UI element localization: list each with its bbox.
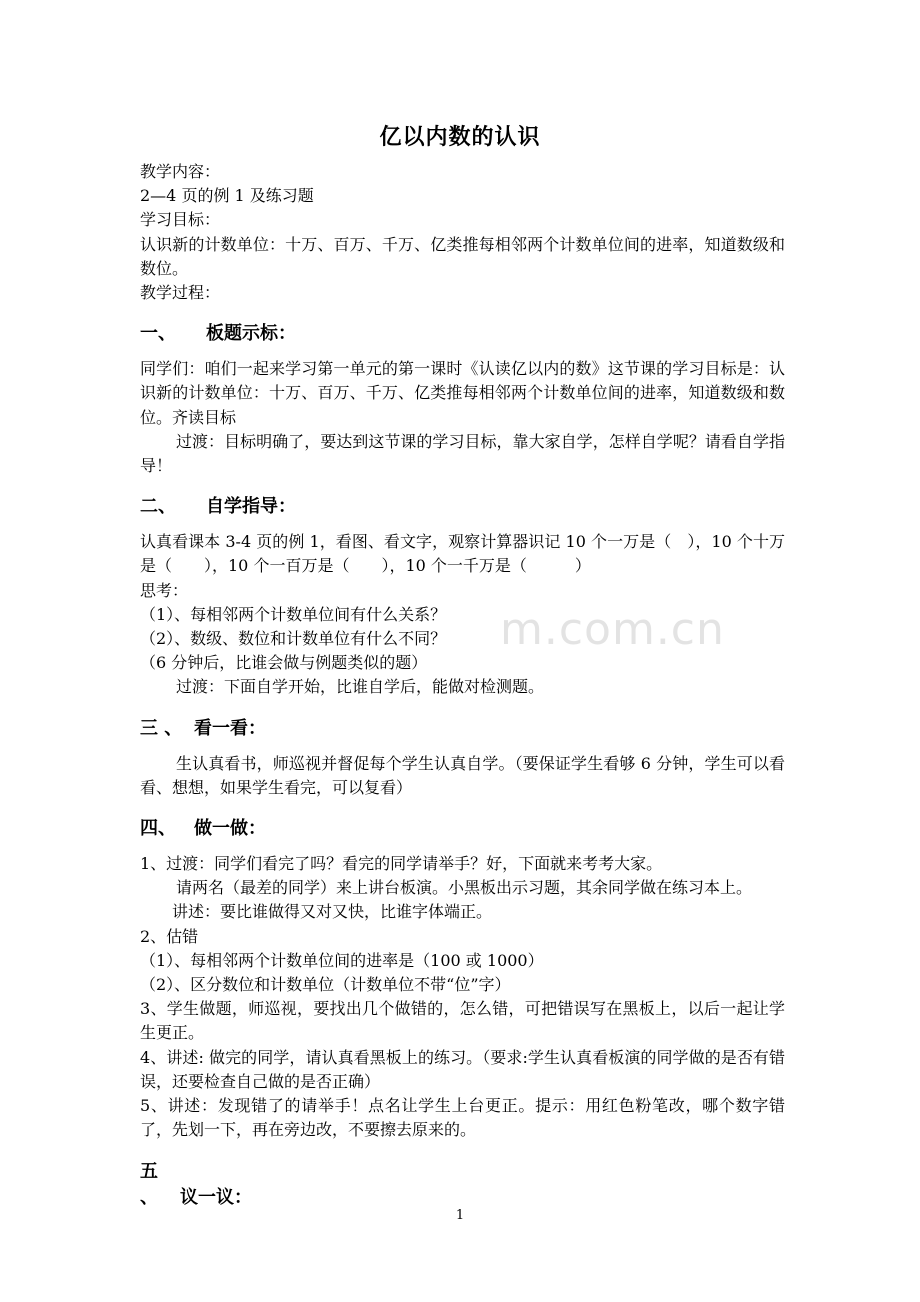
watermark: m.com.cn [500,604,725,655]
paragraph: 过渡：目标明确了，要达到这节课的学习目标，靠大家自学，怎样自学呢？请看自学指导！ [140,431,785,476]
goal-label: 学习目标： [140,210,221,230]
content-label: 教学内容： [140,162,221,181]
paragraph: 认真看课本 3-4 页的例 1，看图、看文字，观察计算器识记 10 个一万是（ ），10 个十万是（ ），10 个一百万是（ ），10 个一千万是（ ） [140,532,785,576]
section-heading-4 [140,816,785,842]
section-number: 二、 [140,496,176,518]
section-heading-1 [140,321,785,347]
paragraph: 5、讲述：发现错了的请举手！点名让学生上台更正。提示：用红色粉笔改，哪个数字错了，先划一下，再在旁边改，不要擦去原来的。 [140,1096,785,1140]
paragraph: 请两名（最差的同学）来上讲台板演。小黑板出示习题，其余同学做在练习本上。 [176,878,753,898]
paragraph: （2）、区分数位和计数单位（计数单位不带“位”字） [140,975,511,995]
section-heading-2 [140,494,785,520]
paragraph: 2、估错 [140,926,199,946]
paragraph: 1、过渡：同学们看完了吗？看完的同学请举手？好，下面就来考考大家。 [140,854,663,874]
section-title: 议一议： [180,1186,252,1208]
paragraph: （1）、每相邻两个计数单位间的进率是（100 或 1000） [140,950,544,970]
paragraph: 过渡：下面自学开始，比谁自学后，能做对检测题。 [176,677,545,697]
section-title: 做一做： [194,818,266,840]
section-title: 看一看： [194,717,266,739]
paragraph: 4、讲述: 做完的同学，请认真看黑板上的练习。（要求:学生认真看板演的同学做的是否有错误，还要检查自己做的是否正确） [140,1047,785,1091]
section-heading-5 [140,1159,785,1211]
paragraph: 讲述：要比谁做得又对又快，比谁字体端正。 [172,902,493,922]
question-2: （2）、数级、数位和计数单位有什么不同？ [140,629,447,649]
section-title: 板题示标： [206,323,296,345]
section-number: 五 、 [140,1160,158,1208]
section-title: 自学指导： [206,496,296,518]
goal-text: 认识新的计数单位：十万、百万、千万、亿类推每相邻两个计数单位间的进率，知道数级和数位。 [140,234,785,278]
section-number: 一、 [140,323,176,345]
paragraph: 同学们：咱们一起来学习第一单元的第一课时《认读亿以内的数》这节课的学习目标是：认识新的计数单位：十万、百万、千万、亿类推每相邻两个计数单位间的进率，知道数级和数位。齐读目标 [140,359,785,427]
document-title: 亿以内数的认识 [379,125,541,150]
section-number: 四、 [140,818,176,840]
paragraph: 3、学生做题，师巡视，要找出几个做错的，怎么错，可把错误写在黑板上，以后一起让学生更正。 [140,999,785,1043]
page-number: 1 [455,1208,465,1223]
question-note: （6 分钟后，比谁会做与例题类似的题） [140,653,428,673]
document-body [140,160,785,1221]
paragraph: 生认真看书，师巡视并督促每个学生认真自学。（要保证学生看够 6 分钟，学生可以看看、想想，如果学生看完，可以复看） [140,753,785,797]
question-1: （1）、每相邻两个计数单位间有什么关系？ [140,604,447,624]
think-label: 思考： [140,580,189,600]
content-text: 2—4 页的例 1 及练习题 [140,186,314,206]
section-number: 三 、 [140,717,183,739]
process-label: 教学过程： [140,283,221,303]
section-heading-3 [140,716,785,742]
